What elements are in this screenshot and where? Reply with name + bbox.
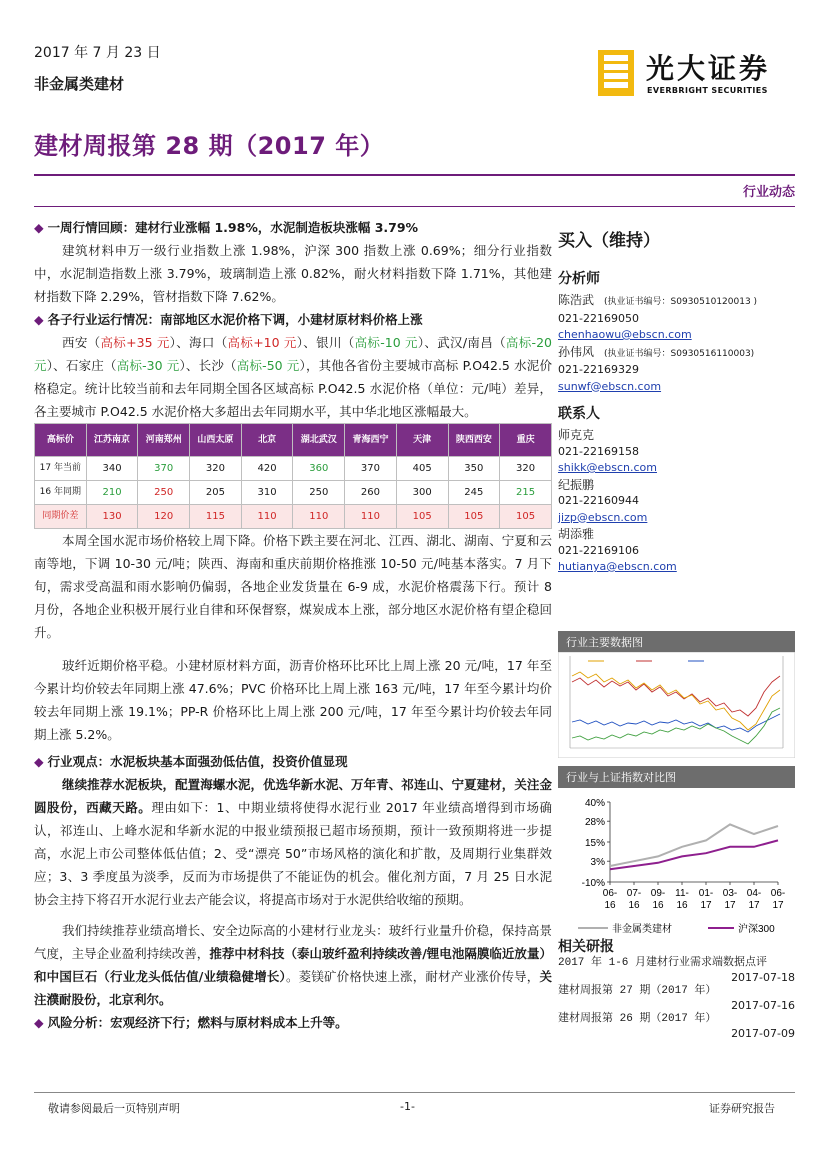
x-tick-label: 06-	[602, 888, 618, 899]
footer-divider	[34, 1092, 795, 1093]
diamond-bullet-icon: ◆	[34, 754, 44, 769]
table-cell: 405	[396, 457, 448, 481]
y-tick-label: 15%	[584, 838, 605, 849]
price-change-text: 高标-20 元	[34, 335, 552, 373]
market-review-paragraph: 建筑材料申万一级行业指数上涨 1.98%，沪深 300 指数上涨 0.69%；细分行业指数中，水泥制造指数上涨 3.79%，玻璃制造上涨 0.82%，耐火材料指数下降 1.71%，其他建材指数下降 2.29%，管材指数下降 7.62%。	[34, 243, 552, 304]
analyst-entry: 陈浩武 (执业证书编号：S0930510120013 )	[558, 293, 758, 307]
legend-label: 非金属类建材	[612, 924, 672, 935]
footer-disclaimer: 敬请参阅最后一页特别声明	[48, 1102, 180, 1115]
table-cell: 420	[241, 457, 293, 481]
paragraph-text: 西安（	[62, 335, 101, 350]
table-cell: 260	[345, 481, 397, 505]
report-title: 建材周报第 28 期（2017 年）	[34, 132, 385, 160]
sidebar	[558, 268, 798, 576]
table-cell: 360	[293, 457, 345, 481]
y-tick-label: 28%	[584, 817, 605, 829]
table-header-cell: 高标价	[35, 424, 87, 457]
table-column-header: 陕西西安	[448, 424, 500, 457]
contact-email-link[interactable]: hutianya@ebscn.com	[558, 560, 677, 573]
related-report-date: 2017-07-09	[731, 1027, 795, 1040]
contact-name: 师克克	[558, 428, 595, 442]
table-row	[35, 481, 552, 505]
panel-title-index-comparison: 行业与上证指数对比图	[558, 766, 795, 788]
contact-heading: 联系人	[558, 406, 600, 422]
diamond-bullet-icon: ◆	[34, 1015, 44, 1030]
related-research	[558, 936, 795, 1040]
table-row	[35, 457, 552, 481]
analyst-phone: 021-22169329	[558, 363, 639, 376]
section-heading-view: ◆ 行业观点：水泥板块基本面强劲低估值，投资价值显现	[34, 754, 348, 769]
related-report-title[interactable]: 2017 年 1-6 月建材行业需求端数据点评	[558, 957, 768, 969]
related-report-title[interactable]: 建材周报第 26 期（2017 年）	[558, 1013, 717, 1025]
price-change-text: 高标+10 元	[227, 335, 297, 350]
table-cell: 250	[293, 481, 345, 505]
header-divider-2	[34, 206, 795, 207]
related-heading: 相关研报	[558, 939, 614, 955]
related-report-date: 2017-07-16	[731, 999, 795, 1012]
header-divider	[34, 174, 795, 176]
index-comparison-chart	[558, 786, 795, 936]
table-cell: 105	[396, 505, 448, 529]
x-tick-label: 16	[604, 900, 616, 911]
table-cell: 320	[190, 457, 242, 481]
table-cell: 130	[86, 505, 138, 529]
section-heading-risk: ◆ 风险分析：宏观经济下行；燃料与原材料成本上升等。	[34, 1015, 348, 1030]
table-cell: 250	[138, 481, 190, 505]
paragraph-text: ）、海口（	[169, 335, 228, 350]
legend-label: 沪深300	[738, 924, 775, 935]
x-tick-label: 16	[628, 900, 640, 911]
table-cell: 340	[86, 457, 138, 481]
main-content	[34, 216, 552, 1034]
diamond-bullet-icon: ◆	[34, 312, 44, 327]
x-tick-label: 03-	[722, 888, 738, 899]
contact-name: 胡添雅	[558, 527, 595, 541]
industry-data-chart-image	[558, 652, 795, 758]
y-tick-label: 3%	[590, 857, 605, 869]
contact-list	[558, 427, 798, 576]
cement-price-paragraph	[34, 331, 552, 423]
table-cell: 110	[345, 505, 397, 529]
table-cell: 245	[448, 481, 500, 505]
table-row-label: 17 年当前	[35, 457, 87, 481]
series-line-csi300	[610, 840, 778, 869]
y-tick-label: -10%	[581, 878, 605, 889]
report-date: 2017 年 7 月 23 日	[34, 45, 161, 61]
analyst-email-link[interactable]: sunwf@ebscn.com	[558, 379, 662, 393]
analyst-phone: 021-22169050	[558, 311, 639, 325]
contact-name: 纪振鹏	[558, 477, 595, 492]
x-tick-label: 01-	[698, 888, 714, 899]
logo-english-name: EVERBRIGHT SECURITIES	[647, 86, 768, 95]
price-change-text: 高标-50 元	[236, 358, 300, 373]
paragraph-text: ）、长沙（	[179, 358, 237, 373]
table-row	[35, 505, 552, 529]
x-tick-label: 17	[748, 900, 760, 911]
table-cell: 120	[138, 505, 190, 529]
report-type-tag: 行业动态	[742, 185, 795, 200]
table-cell: 350	[448, 457, 500, 481]
view-paragraph-2: 我们持续推荐业绩高增长、安全边际高的小建材行业龙头：玻纤行业量升价稳，保持高景气度，主导企业盈利持续改善，推荐中材科技（泰山玻纤盈利持续改善/锂电池隔膜临近放量）和中国巨石（行业龙头低估值/业绩稳健增长）。菱镁矿价格快速上涨，耐材产业涨价传导，关注濮耐股份，北京利尔。	[34, 923, 552, 1007]
table-cell: 110	[293, 505, 345, 529]
contact-email-link[interactable]: shikk@ebscn.com	[558, 461, 657, 474]
table-cell: 205	[190, 481, 242, 505]
table-row-label: 16 年同期	[35, 481, 87, 505]
contact-email-link[interactable]: jizp@ebscn.com	[558, 510, 648, 524]
view-paragraph-1: 继续推荐水泥板块，配置海螺水泥，优选华新水泥、万年青、祁连山、宁夏建材，关注金圆股份，西藏天路。理由如下：1、中期业绩将使得水泥行业 2017 年业绩高增得到市场确认，祁连山、上峰水泥和华新水泥的中报业绩预报已超市场预期，预计一致预期将进一步提高，水泥上市公司整体低估值；2、受“漂亮 50”市场风格的演化和扩散，及周期行业集群效应；3、3 季度虽为淡季，反而为市场提供了不能证伪的机会。催化剂方面，7 月 25 日水泥协会主持下将召开水泥行业去产能会议，将提高市场对于水泥供给收缩的预期。	[34, 777, 552, 907]
price-change-text: 高标-10 元	[354, 335, 418, 350]
table-column-header: 天津	[396, 424, 448, 457]
x-tick-label: 17	[700, 900, 712, 911]
section-heading-market: ◆ 一周行情回顾：建材行业涨幅 1.98%，水泥制造板块涨幅 3.79%	[34, 220, 419, 235]
x-tick-label: 07-	[626, 888, 642, 899]
price-change-text: 高标-30 元	[116, 358, 180, 373]
analyst-list	[558, 292, 798, 395]
x-tick-label: 17	[724, 900, 736, 911]
table-cell: 370	[138, 457, 190, 481]
y-tick-label: 40%	[584, 798, 605, 809]
paragraph-text: ）、武汉/南昌（	[417, 335, 506, 350]
table-column-header: 青海西宁	[345, 424, 397, 457]
x-tick-label: 06-	[770, 888, 786, 899]
series-line-building-materials	[610, 824, 778, 866]
x-tick-label: 16	[676, 900, 688, 911]
table-cell: 115	[190, 505, 242, 529]
table-cell: 105	[500, 505, 552, 529]
table-column-header: 江苏南京	[86, 424, 138, 457]
table-column-header: 湖北武汉	[293, 424, 345, 457]
materials-price-paragraph: 玻纤近期价格平稳。小建材原材料方面，沥青价格环比环比上周上涨 20 元/吨，17 年至今累计均价较去年同期上涨 47.6%；PVC 价格环比上周上涨 163 元/吨，17 年至今累计均价较去年同期上涨 19.1%；PP-R 价格环比上周上涨 200 元/吨，17 年至今累计均价较去年同期上涨 5.2%。	[34, 658, 552, 742]
everbright-logo-icon	[598, 50, 634, 96]
cement-price-table	[34, 423, 552, 529]
table-cell: 215	[500, 481, 552, 505]
x-tick-label: 09-	[650, 888, 666, 899]
diamond-bullet-icon: ◆	[34, 220, 44, 235]
x-tick-label: 04-	[746, 888, 762, 899]
x-tick-label: 16	[652, 900, 664, 911]
table-column-header: 重庆	[500, 424, 552, 457]
investment-rating: 买入（维持）	[558, 231, 660, 251]
table-cell: 370	[345, 457, 397, 481]
table-cell: 300	[396, 481, 448, 505]
table-column-header: 北京	[241, 424, 293, 457]
cement-market-paragraph: 本周全国水泥市场价格较上周下降。价格下跌主要在河北、江西、湖北、湖南、宁夏和云南等地，下调 10-30 元/吨；陕西、海南和重庆前期价格推涨 10-50 元/吨基本落实。7 月下旬，需求受高温和雨水影响仍偏弱，各地企业发货量在 6-9 成，水泥价格震荡下行。预计 8 月份，各地企业积极开展行业自律和环保督察，煤炭成本上涨，部分地区水泥价格有望企稳回升。	[34, 533, 552, 640]
related-report-date: 2017-07-18	[731, 971, 795, 984]
analyst-entry: 孙伟风 (执业证书编号：S0930516110003)	[558, 344, 755, 359]
contact-phone: 021-22169106	[558, 543, 639, 557]
analyst-email-link[interactable]: chenhaowu@ebscn.com	[558, 328, 692, 341]
contact-phone: 021-22160944	[558, 494, 639, 507]
contact-phone: 021-22169158	[558, 444, 639, 458]
table-cell: 320	[500, 457, 552, 481]
logo-chinese-name: 光大证券	[646, 52, 771, 85]
page-number: -1-	[400, 1100, 415, 1113]
table-column-header: 河南郑州	[138, 424, 190, 457]
sector-name: 非金属类建材	[34, 75, 125, 93]
related-report-title[interactable]: 建材周报第 27 期（2017 年）	[558, 985, 717, 997]
section-heading-subsectors: ◆ 各子行业运行情况：南部地区水泥价格下调，小建材原材料价格上涨	[34, 312, 423, 327]
panel-title-industry-data: 行业主要数据图	[558, 631, 795, 653]
footer-report-type: 证券研究报告	[709, 1102, 775, 1115]
paragraph-text: ）、银川（	[296, 335, 355, 350]
analyst-heading: 分析师	[558, 271, 600, 287]
table-cell: 210	[86, 481, 138, 505]
table-cell: 310	[241, 481, 293, 505]
table-cell: 105	[448, 505, 500, 529]
paragraph-text: ）、石家庄（	[46, 358, 117, 373]
x-tick-label: 17	[772, 900, 784, 911]
table-cell: 110	[241, 505, 293, 529]
table-row-label: 同期价差	[35, 505, 87, 529]
price-change-text: 高标+35 元	[100, 335, 170, 350]
x-tick-label: 11-	[675, 888, 689, 899]
table-column-header: 山西太原	[190, 424, 242, 457]
paragraph-text: ），其他各省份主要城市高标 P.O42.5 水泥价格稳定。统计比较当前和去年同期全国各区域高标 P.O42.5 水泥价格（单位：元/吨）差异，各主要城市 P.O42.5 水泥价格大多超出去年同期水平，其中华北地区涨幅最大。	[34, 358, 552, 419]
